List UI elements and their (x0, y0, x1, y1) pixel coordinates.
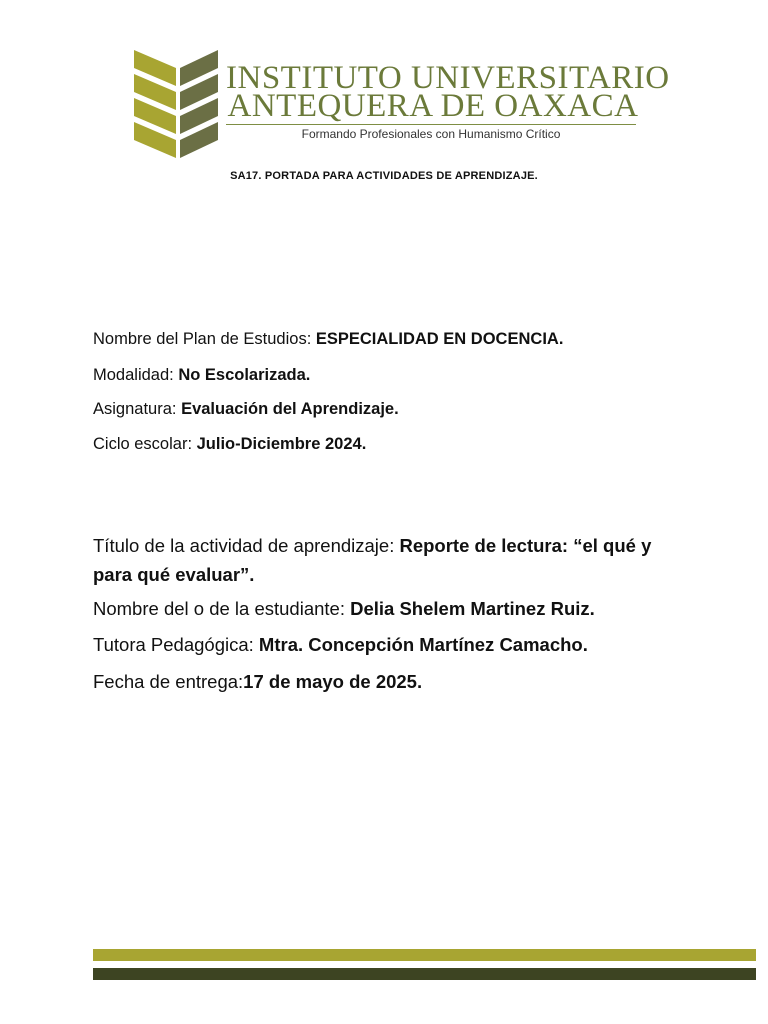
field-nombre-estudiante (93, 598, 595, 620)
field-tutora (93, 634, 588, 656)
institution-tagline: Formando Profesionales con Humanismo Crítico (301, 127, 561, 141)
field-value: ESPECIALIDAD EN DOCENCIA. (315, 330, 564, 348)
field-value: Julio-Diciembre 2024. (196, 435, 367, 453)
book-logo-icon (130, 46, 222, 164)
field-value: 17 de mayo de 2025. (243, 671, 423, 692)
field-label: Asignatura: (93, 400, 182, 418)
field-plan-estudios (93, 330, 563, 349)
field-value: Reporte de lectura: “el qué y para qué evaluar”. (93, 535, 652, 585)
field-value: Delia Shelem Martinez Ruiz. (350, 598, 595, 619)
field-ciclo-escolar (93, 435, 366, 454)
field-label: Fecha de entrega: (93, 671, 244, 692)
field-titulo-actividad (93, 531, 693, 589)
logo-divider (226, 124, 636, 125)
field-label: Nombre del Plan de Estudios: (93, 330, 316, 348)
field-asignatura (93, 400, 399, 419)
institution-name (226, 60, 670, 124)
institution-name-line2: ANTEQUERA DE OAXACA (227, 88, 639, 124)
field-modalidad (93, 366, 310, 385)
institution-name-line1: INSTITUTO UNIVERSITARIO (226, 60, 670, 96)
field-label: Nombre del o de la estudiante: (93, 598, 351, 619)
field-value: Evaluación del Aprendizaje. (181, 400, 399, 418)
field-label: Modalidad: (93, 366, 179, 384)
field-label: Ciclo escolar: (93, 435, 197, 453)
field-label: Tutora Pedagógica: (93, 634, 259, 655)
field-label: Título de la actividad de aprendizaje: (93, 535, 400, 556)
field-value: No Escolarizada. (178, 366, 311, 384)
document-code-title: SA17. PORTADA PARA ACTIVIDADES DE APRENDIZAJE. (230, 170, 538, 182)
field-fecha-entrega (93, 671, 422, 693)
field-value: Mtra. Concepción Martínez Camacho. (258, 634, 588, 655)
institution-logo (130, 46, 670, 166)
footer-bar-dark (93, 968, 756, 980)
footer-bar-light (93, 949, 756, 961)
